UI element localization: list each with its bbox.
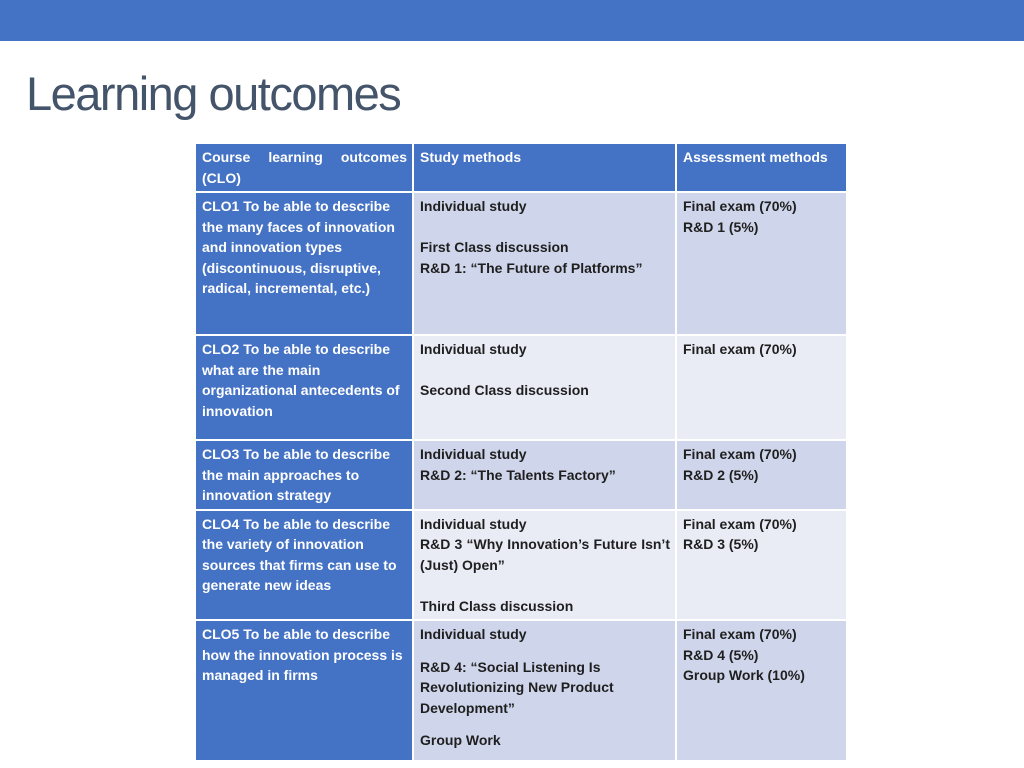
study-item: Second Class discussion <box>420 382 589 398</box>
assessment-item: R&D 3 (5%) <box>683 536 759 552</box>
clo-cell: CLO1 To be able to describe the many faces of innovation and innovation types (discontinuous, disruptive, radical, incremental, etc.) <box>195 192 413 335</box>
table-header-row <box>195 143 847 192</box>
assessment-item: Final exam (70%) <box>683 341 797 357</box>
study-item: Individual study <box>420 515 527 532</box>
study-item: Individual study <box>420 626 527 642</box>
header-assessment-methods: Assessment methods <box>676 143 847 192</box>
top-accent-bar <box>0 0 1024 41</box>
study-cell <box>413 440 676 510</box>
study-item: R&D 4: “Social Listening Is Revolutionizing New Product Development” <box>420 658 614 716</box>
study-cell <box>413 620 676 761</box>
assessment-item: R&D 1 (5%) <box>683 218 759 235</box>
assessment-cell <box>676 510 847 621</box>
assessment-item: R&D 2 (5%) <box>683 466 759 483</box>
clo-cell: CLO2 To be able to describe what are the main organizational antecedents of innovation <box>195 335 413 440</box>
study-item: First Class discussion <box>420 239 569 255</box>
clo-cell: CLO3 To be able to describe the main approaches to innovation strategy <box>195 440 413 510</box>
study-cell <box>413 192 676 335</box>
assessment-item: R&D 4 (5%) <box>683 646 759 663</box>
header-study-methods: Study methods <box>413 143 676 192</box>
assessment-cell <box>676 192 847 335</box>
study-item: Individual study <box>420 341 527 357</box>
table-row-clo2 <box>195 335 847 440</box>
table-row-clo1 <box>195 192 847 335</box>
assessment-cell <box>676 440 847 510</box>
study-cell <box>413 510 676 621</box>
study-item: Group Work <box>420 732 501 748</box>
table-row-clo4 <box>195 510 847 621</box>
clo-cell: CLO5 To be able to describe how the innovation process is managed in firms <box>195 620 413 761</box>
learning-outcomes-table <box>194 142 848 762</box>
study-item: R&D 2: “The Talents Factory” <box>420 466 616 483</box>
table-row-clo3 <box>195 440 847 510</box>
assessment-item: Final exam (70%) <box>683 198 797 214</box>
assessment-item: Group Work (10%) <box>683 667 805 683</box>
study-item: R&D 3 “Why Innovation’s Future Isn’t (Just) Open” <box>420 536 670 573</box>
study-item: Third Class discussion <box>420 597 574 614</box>
clo-cell: CLO4 To be able to describe the variety of innovation sources that firms can use to generate new ideas <box>195 510 413 621</box>
assessment-item: Final exam (70%) <box>683 446 797 462</box>
assessment-item: Final exam (70%) <box>683 626 797 642</box>
study-item: Individual study <box>420 446 527 462</box>
study-cell <box>413 335 676 440</box>
slide-title: Learning outcomes <box>26 67 401 120</box>
table-row-clo5 <box>195 620 847 761</box>
study-item: Individual study <box>420 198 527 214</box>
assessment-cell <box>676 335 847 440</box>
assessment-item: Final exam (70%) <box>683 515 797 532</box>
study-item: R&D 1: “The Future of Platforms” <box>420 259 643 276</box>
assessment-cell <box>676 620 847 761</box>
header-clo: Course learning outcomes (CLO) <box>195 143 413 192</box>
